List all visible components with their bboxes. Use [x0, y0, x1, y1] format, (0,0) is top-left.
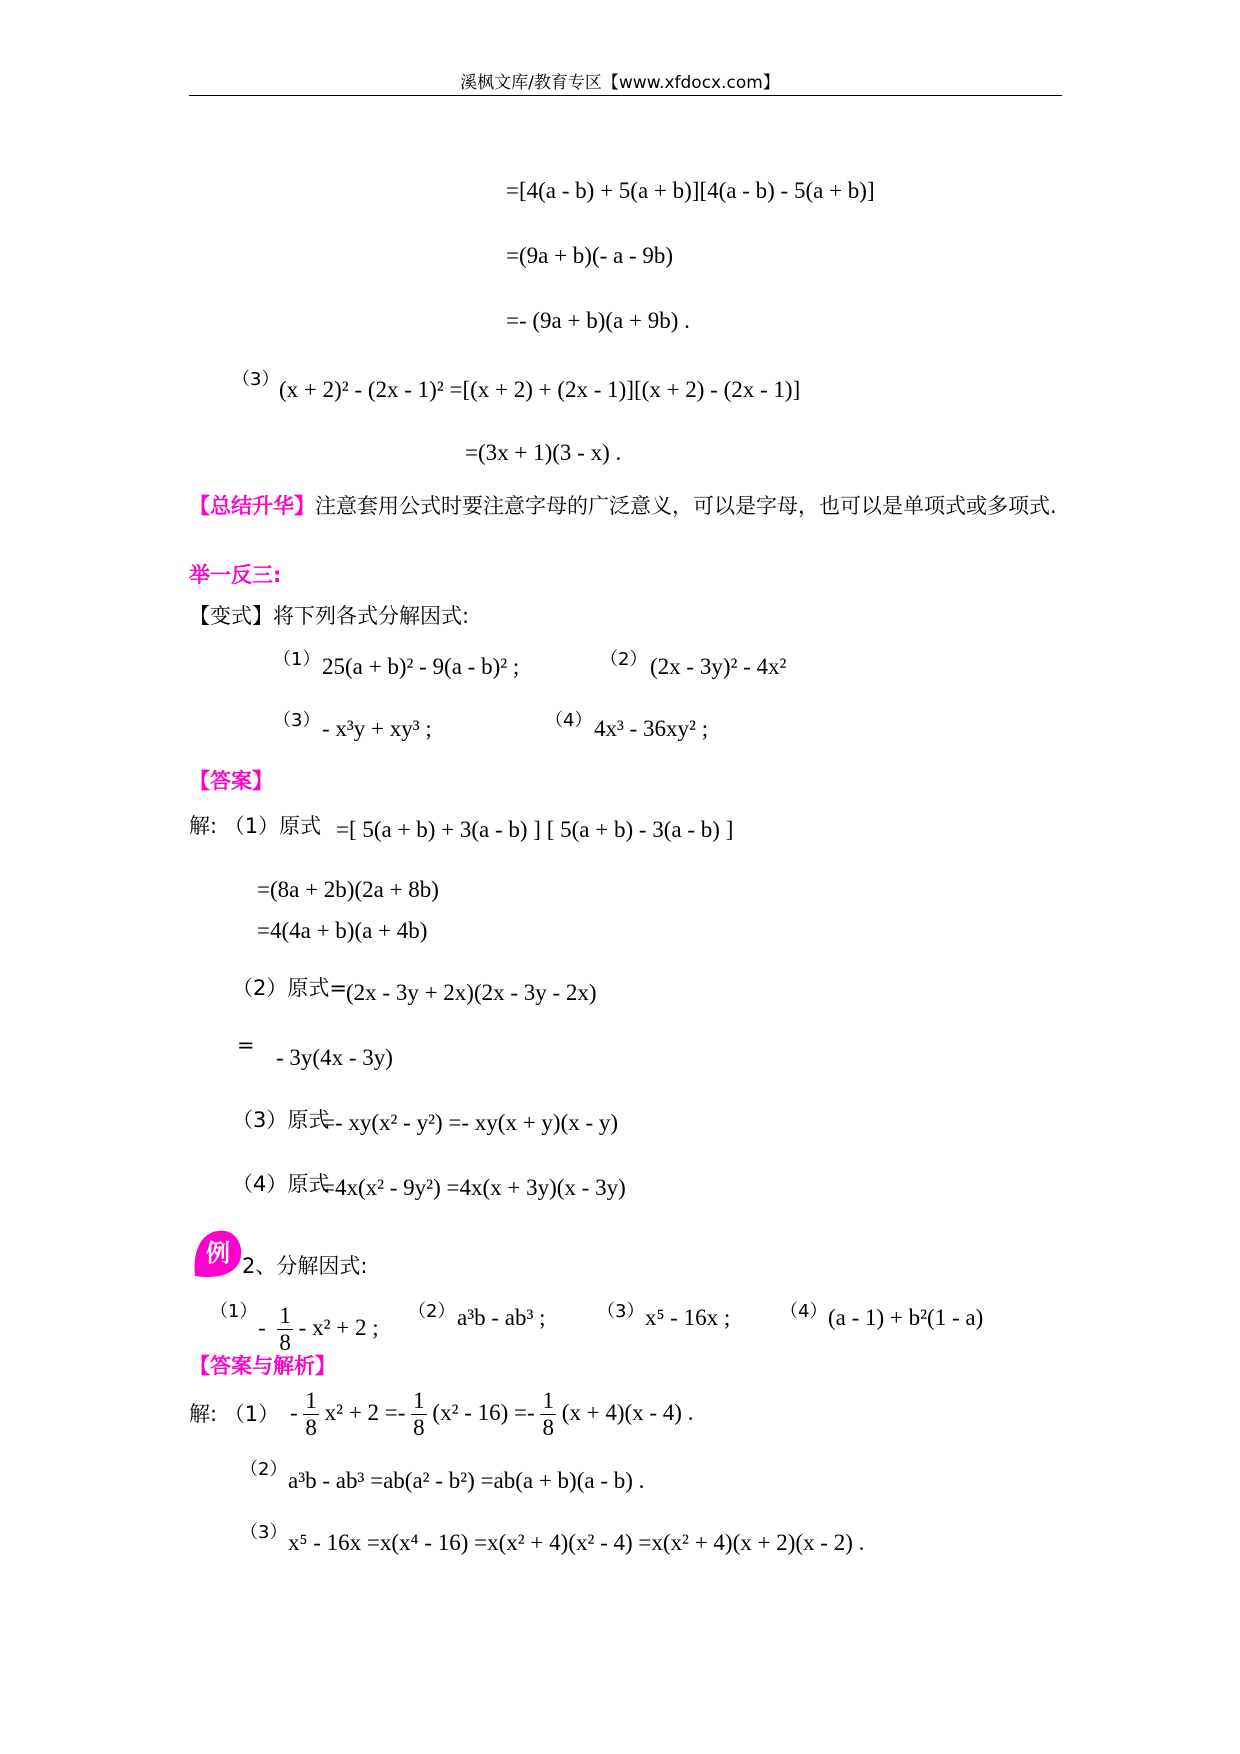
fraction [303, 1388, 319, 1441]
math-line: =4(4a + b)(a + 4b) [257, 918, 428, 943]
fraction [540, 1388, 556, 1441]
expr-part: x² + 2 =- [324, 1399, 406, 1425]
math-line: =(9a + b)(- a - 9b) [506, 243, 674, 268]
item-label: （1） [210, 1301, 258, 1322]
math-line: =4x(x² - 9y²) =4x(x + 3y)(x - 3y) [322, 1175, 626, 1200]
math-line [290, 1388, 693, 1441]
example-title: 2、分解因式: [242, 1254, 368, 1278]
expr-part: (x² - 16) =- [432, 1399, 535, 1425]
item-expr: (a - 1) + b²(1 - a) [828, 1305, 984, 1330]
item-label: （3） [597, 1301, 645, 1322]
math-line: - 3y(4x - 3y) [276, 1045, 393, 1070]
item-expr: 4x³ - 36xy² ; [594, 716, 709, 741]
fraction-denominator: 8 [279, 1330, 291, 1355]
answer-label: （2）原式= [232, 976, 347, 1000]
part-label: （3） [232, 369, 280, 390]
item-label: （2） [600, 649, 648, 670]
equals-sign: = [237, 1033, 255, 1057]
item-expr: x⁵ - 16x ; [645, 1305, 731, 1330]
item-label: （4） [780, 1301, 828, 1322]
summary-tag: 【总结升华】 [189, 494, 315, 518]
summary-text: 注意套用公式时要注意字母的广泛意义，可以是字母，也可以是单项式或多项式. [315, 494, 1057, 518]
math-line: =(8a + 2b)(2a + 8b) [257, 877, 439, 902]
page-header: 溪枫文库/教育专区【www.xfdocx.com】 [460, 73, 780, 93]
fraction-numerator: 1 [305, 1388, 317, 1413]
part-label: （2） [240, 1459, 288, 1480]
item-expr: a³b - ab³ ; [457, 1305, 546, 1330]
answer-intro: 解: （1）原式 [189, 814, 322, 838]
item-label: （3） [273, 710, 321, 731]
example-badge-icon [191, 1228, 243, 1280]
item-label: （2） [408, 1301, 456, 1322]
math-line: x⁵ - 16x =x(x⁴ - 16) =x(x² + 4)(x² - 4) =x(x² + 4)(x + 2)(x - 2) . [288, 1530, 865, 1555]
part-label: （3） [240, 1522, 288, 1543]
fraction-denominator: 8 [305, 1415, 317, 1440]
item-expr: (2x - 3y)² - 4x² [650, 654, 787, 679]
fraction-numerator: 1 [279, 1303, 291, 1328]
math-line: =- xy(x² - y²) =- xy(x + y)(x - y) [322, 1110, 619, 1135]
fraction-numerator: 1 [413, 1388, 425, 1413]
fraction [277, 1303, 293, 1356]
minus-sign: - [290, 1399, 298, 1425]
solution-intro: 解: （1） [189, 1402, 280, 1426]
fraction [411, 1388, 427, 1441]
math-line: (x + 2)² - (2x - 1)² =[(x + 2) + (2x - 1)][(x + 2) - (2x - 1)] [279, 377, 801, 402]
summary-paragraph [189, 490, 1059, 522]
item-expr: - $\frac{1}{8}$ - x² + 2 ; [258, 1303, 379, 1355]
math-line: =(3x + 1)(3 - x) . [465, 440, 622, 465]
math-line: =[4(a - b) + 5(a + b)][4(a - b) - 5(a + b)] [506, 178, 875, 203]
header-rule [189, 95, 1062, 96]
fraction-numerator: 1 [542, 1388, 554, 1413]
math-line: a³b - ab³ =ab(a² - b²) =ab(a + b)(a - b) . [288, 1468, 645, 1493]
practice-heading: 举一反三: [189, 563, 282, 587]
answer-tag: 【答案】 [189, 769, 273, 793]
math-line: =[ 5(a + b) + 3(a - b) ] [ 5(a + b) - 3(a - b) ] [336, 817, 734, 842]
badge-text: 例 [206, 1239, 230, 1267]
item-label: （1） [273, 649, 321, 670]
fraction-denominator: 8 [413, 1415, 425, 1440]
item-expr: 25(a + b)² - 9(a - b)² ; [322, 654, 520, 679]
math-line: (2x - 3y + 2x)(2x - 3y - 2x) [346, 980, 597, 1005]
item-label: （4） [545, 710, 593, 731]
math-line: =- (9a + b)(a + 9b) . [506, 308, 690, 333]
item-expr-rest: - x² + 2 ; [298, 1314, 379, 1340]
solution-tag: 【答案与解析】 [189, 1354, 336, 1378]
expr-part: (x + 4)(x - 4) . [561, 1399, 694, 1425]
variant-label: 【变式】将下列各式分解因式: [189, 604, 470, 628]
fraction-denominator: 8 [542, 1415, 554, 1440]
answer-label: （4）原式 [232, 1172, 330, 1196]
item-expr: - x³y + xy³ ; [322, 716, 432, 741]
answer-label: （3）原式 [232, 1108, 330, 1132]
